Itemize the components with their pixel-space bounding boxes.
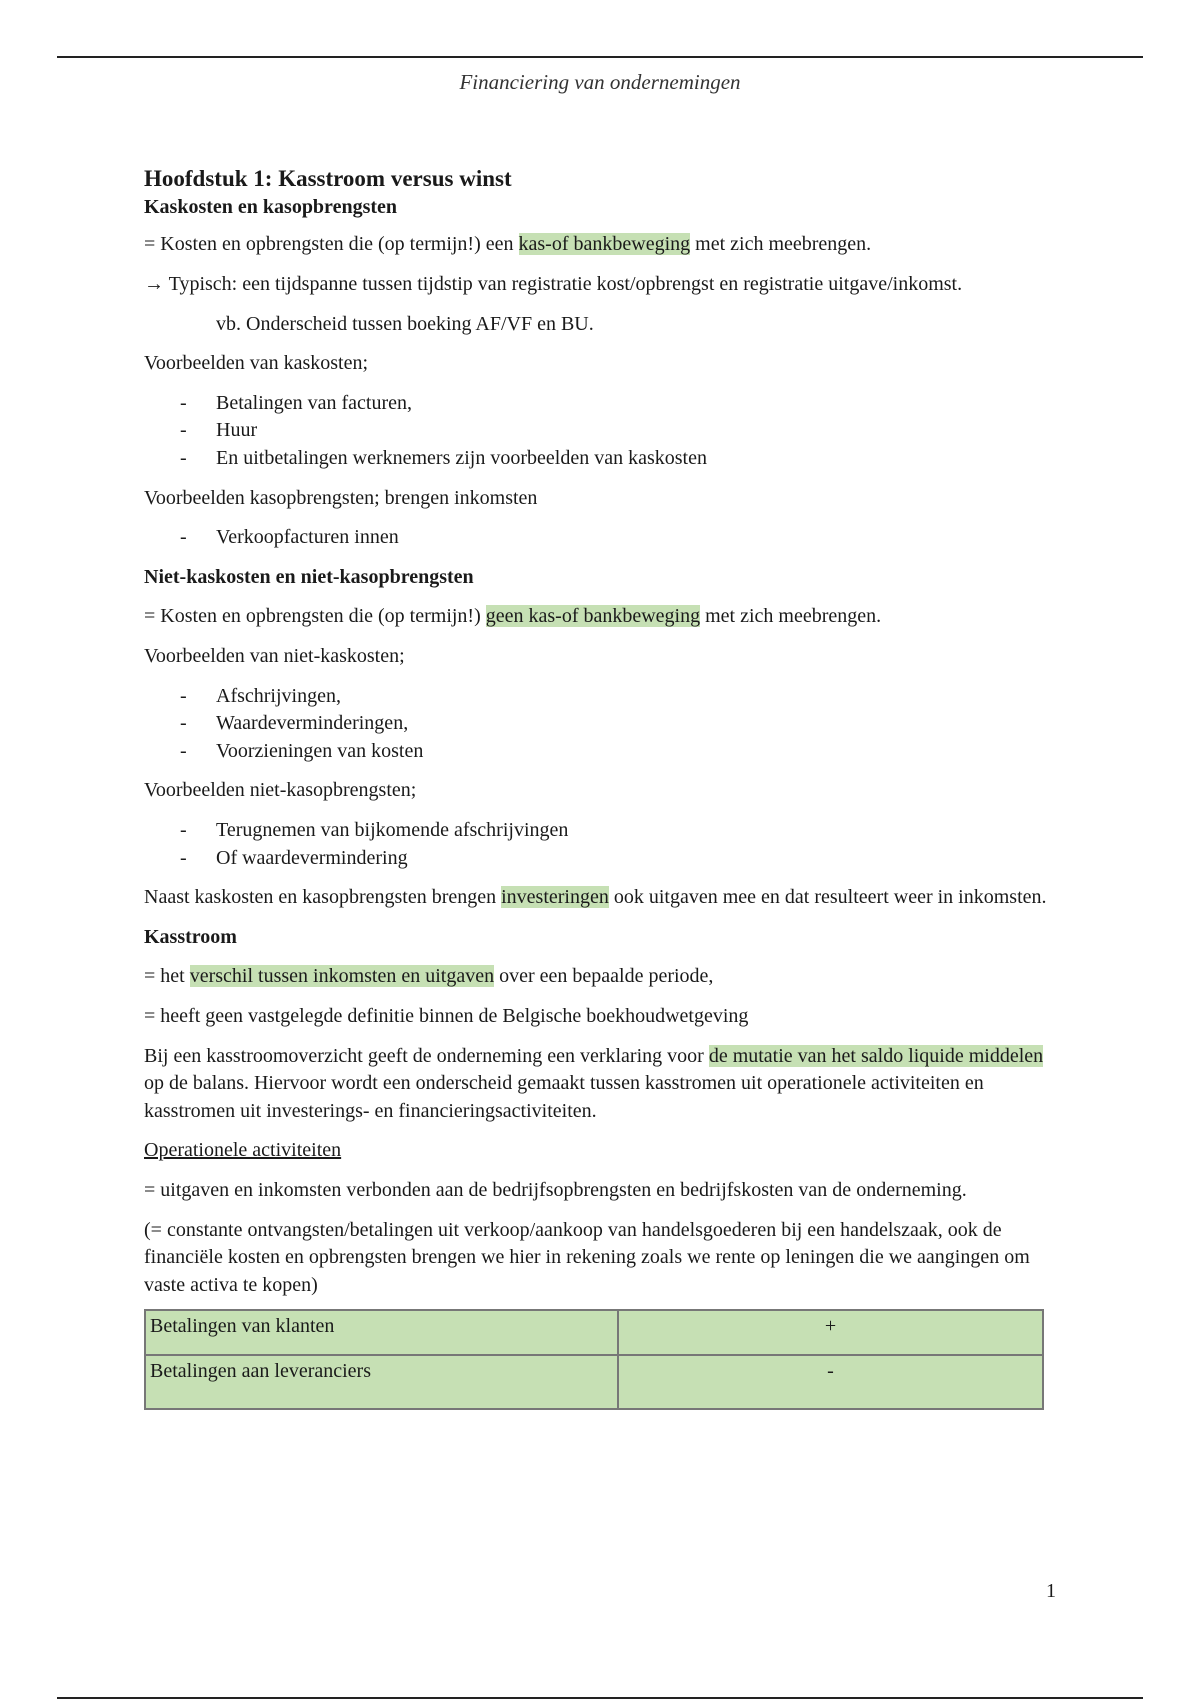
- table-cell-sign: -: [618, 1355, 1043, 1409]
- text-span: = het: [144, 965, 190, 988]
- text-span: met zich meebrengen.: [700, 605, 882, 628]
- page-content: [144, 164, 1066, 1410]
- table-row: [145, 1310, 1043, 1355]
- niet-kaskosten-intro: Voorbeelden van niet-kaskosten;: [144, 645, 405, 668]
- kaskosten-list: [144, 390, 1066, 473]
- example-line: vb. Onderscheid tussen boeking AF/VF en BU.: [216, 312, 594, 335]
- header-rule: [57, 56, 1143, 58]
- section-heading-kaskosten: Kaskosten en kasopbrengsten: [144, 195, 398, 218]
- highlight-span: kas-of bankbeweging: [518, 233, 691, 256]
- kasstroomoverzicht-paragraph: [144, 1043, 1066, 1126]
- text-span: = Kosten en opbrengsten die (op termijn!): [144, 605, 486, 628]
- list-item: - Afschrijvingen,: [144, 683, 1066, 711]
- list-item: - Of waardevermindering: [144, 845, 1066, 873]
- niet-kaskosten-list: [144, 683, 1066, 766]
- cashflow-table: [144, 1309, 1044, 1410]
- definition-kaskosten: [144, 231, 1066, 259]
- list-item: - Voorzieningen van kosten: [144, 738, 1066, 766]
- investeringen-paragraph: [144, 884, 1066, 912]
- operationele-explanation: (= constante ontvangsten/betalingen uit verkoop/aankoop van handelsgoederen bij een handelszaak, ook de financiële kosten en opbrengsten brengen we hier in rekening zoals we rente op leningen die we aangingen om vaste activa te kopen): [144, 1218, 1030, 1296]
- text-span: op de balans. Hiervoor wordt een onderscheid gemaakt tussen kasstromen uit operationele activiteiten en kasstromen uit investerings- en financieringsactiviteiten.: [144, 1072, 984, 1122]
- page-number: 1: [1046, 1580, 1056, 1602]
- highlight-span: verschil tussen inkomsten en uitgaven: [189, 965, 495, 988]
- highlight-span: investeringen: [501, 886, 609, 909]
- table-row: [145, 1355, 1043, 1409]
- table-cell-label: Betalingen van klanten: [145, 1310, 618, 1355]
- list-item: - Huur: [144, 417, 1066, 445]
- document-header-title: Financiering van ondernemingen: [459, 70, 741, 94]
- list-item: - En uitbetalingen werknemers zijn voorbeelden van kaskosten: [144, 445, 1066, 473]
- footer-rule: [57, 1697, 1143, 1699]
- chapter-title: Hoofdstuk 1: Kasstroom versus winst: [144, 166, 512, 191]
- list-item: - Waardeverminderingen,: [144, 710, 1066, 738]
- typisch-paragraph: [144, 271, 1066, 299]
- text-span: Naast kaskosten en kasopbrengsten brengen: [144, 886, 502, 909]
- niet-kasopbrengsten-intro: Voorbeelden niet-kasopbrengsten;: [144, 779, 417, 802]
- kasstroom-definition-2: = heeft geen vastgelegde definitie binnen de Belgische boekhoudwetgeving: [144, 1004, 749, 1027]
- table-cell-sign: +: [618, 1310, 1043, 1355]
- kaskosten-intro: Voorbeelden van kaskosten;: [144, 352, 369, 375]
- text-span: ook uitgaven mee en dat resulteert weer in inkomsten.: [608, 886, 1047, 909]
- highlight-span: geen kas-of bankbeweging: [485, 605, 701, 628]
- table-cell-label: Betalingen aan leveranciers: [145, 1355, 618, 1409]
- definition-niet-kaskosten: [144, 603, 1066, 631]
- arrow-icon: →: [144, 273, 164, 296]
- section-heading-kasstroom: Kasstroom: [144, 925, 237, 948]
- highlight-span: de mutatie van het saldo liquide middelen: [708, 1044, 1044, 1067]
- text-span: over een bepaalde periode,: [494, 965, 714, 988]
- list-item: - Terugnemen van bijkomende afschrijvingen: [144, 817, 1066, 845]
- kasopbrengsten-list: [144, 524, 1066, 552]
- operationele-definition: = uitgaven en inkomsten verbonden aan de bedrijfsopbrengsten en bedrijfskosten van de onderneming.: [144, 1178, 967, 1201]
- text-span: met zich meebrengen.: [690, 233, 872, 256]
- text-span: Typisch: een tijdspanne tussen tijdstip van registratie kost/opbrengst en registratie uitgave/inkomst.: [164, 273, 963, 296]
- niet-kasopbrengsten-list: [144, 817, 1066, 872]
- list-item: - Betalingen van facturen,: [144, 390, 1066, 418]
- list-item: - Verkoopfacturen innen: [144, 524, 1066, 552]
- section-heading-niet-kaskosten: Niet-kaskosten en niet-kasopbrengsten: [144, 565, 474, 588]
- subheading-operationele-activiteiten: Operationele activiteiten: [144, 1139, 342, 1162]
- text-span: = Kosten en opbrengsten die (op termijn!) een: [144, 233, 519, 256]
- kasopbrengsten-intro: Voorbeelden kasopbrengsten; brengen inkomsten: [144, 486, 538, 509]
- text-span: Bij een kasstroomoverzicht geeft de onderneming een verklaring voor: [144, 1044, 709, 1067]
- kasstroom-definition-1: [144, 963, 1066, 991]
